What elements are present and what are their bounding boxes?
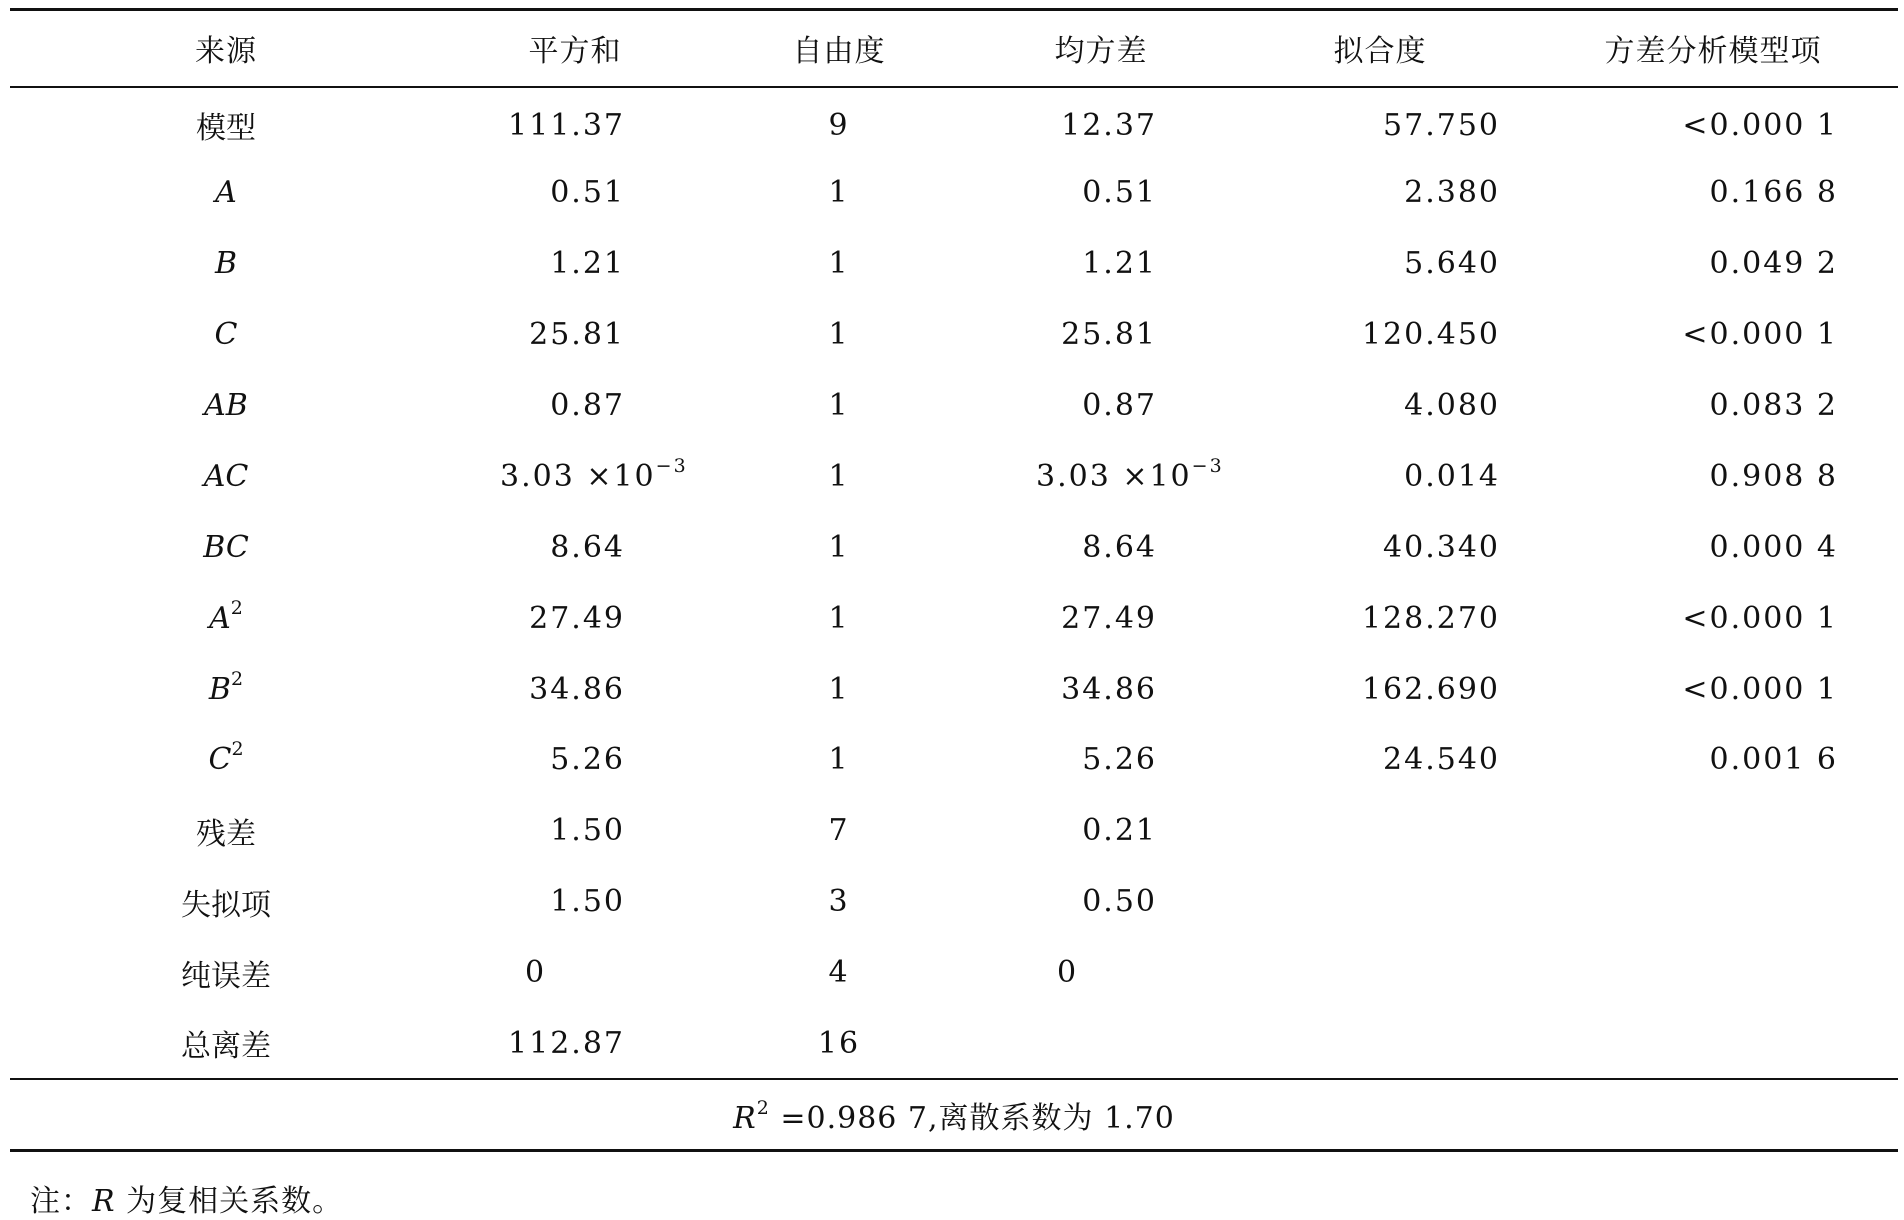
table-row [10, 512, 1898, 583]
table-row [10, 795, 1898, 866]
cell-p [1528, 583, 1898, 654]
cell-f [1232, 795, 1528, 866]
cell-ss [442, 583, 708, 654]
f-value: 57.750 [1383, 107, 1500, 143]
cell-df [708, 725, 970, 796]
source-label: 纯误差 [181, 958, 271, 994]
header-source: 来源 [195, 34, 257, 70]
cell-source [10, 1008, 442, 1079]
cell-p [1528, 725, 1898, 796]
source-label: 总离差 [181, 1029, 271, 1065]
p-value: 0.083 2 [1709, 388, 1838, 423]
cell-ms [970, 87, 1232, 158]
cell-df [708, 654, 970, 725]
ss-mantissa: 3.03 ×10 [500, 458, 656, 494]
p-value: <0.000 1 [1682, 671, 1838, 707]
cell-f [1232, 654, 1528, 725]
cell-ss [442, 370, 708, 441]
df-value: 1 [828, 742, 850, 778]
source-label: A [215, 175, 237, 211]
cell-p [1528, 937, 1898, 1008]
ms-value: 27.49 [1061, 600, 1157, 636]
f-value: 128.270 [1361, 600, 1500, 636]
cell-f [1232, 370, 1528, 441]
cell-ms [970, 228, 1232, 299]
cell-f [1232, 725, 1528, 796]
cell-source [10, 866, 442, 937]
cell-ms [970, 937, 1232, 1008]
ss-value: 0.51 [550, 175, 625, 211]
df-value: 1 [828, 317, 850, 353]
cell-source [10, 228, 442, 299]
df-value: 1 [828, 246, 850, 282]
source-label: 残差 [196, 816, 256, 852]
cell-ss [442, 866, 708, 937]
f-value: 5.640 [1404, 246, 1500, 282]
cell-p [1528, 795, 1898, 866]
ss-value: 1.21 [550, 246, 625, 282]
source-superscript: 2 [231, 738, 244, 761]
df-value: 9 [828, 107, 850, 143]
ms-value: 25.81 [1061, 317, 1157, 353]
f-value: 4.080 [1404, 388, 1500, 423]
cell-p [1528, 370, 1898, 441]
df-value: 4 [828, 955, 850, 991]
cell-p [1528, 441, 1898, 512]
cell-f [1232, 1008, 1528, 1079]
p-value: <0.000 1 [1682, 107, 1838, 143]
ss-value: 25.81 [529, 317, 625, 353]
cell-source [10, 512, 442, 583]
cell-ms [970, 583, 1232, 654]
cell-f [1232, 512, 1528, 583]
df-value: 1 [828, 175, 850, 211]
cell-ss [442, 654, 708, 725]
cell-df [708, 228, 970, 299]
cell-ss [442, 157, 708, 228]
header-degrees-of-freedom: 自由度 [792, 34, 886, 70]
ms-value: 34.86 [1061, 671, 1157, 707]
table-row [10, 157, 1898, 228]
cell-ss [442, 937, 708, 1008]
cell-source [10, 87, 442, 158]
ms-value: 5.26 [1082, 742, 1157, 778]
cell-source [10, 725, 442, 796]
cell-ms [970, 299, 1232, 370]
cell-df [708, 583, 970, 654]
note-r-symbol: R [92, 1184, 116, 1219]
ss-value: 112.87 [508, 1025, 625, 1061]
f-value: 2.380 [1404, 175, 1500, 211]
source-label: C [214, 317, 238, 353]
table-row [10, 1008, 1898, 1079]
source-label: AB [204, 388, 248, 423]
cell-df [708, 157, 970, 228]
cell-f [1232, 866, 1528, 937]
f-value: 162.690 [1361, 671, 1500, 707]
source-label: B [214, 246, 238, 282]
header-p-value: 方差分析模型项 [1604, 34, 1822, 70]
cell-p [1528, 228, 1898, 299]
cell-df [708, 795, 970, 866]
source-superscript: 2 [230, 596, 243, 619]
table-row [10, 866, 1898, 937]
source-superscript: 2 [230, 667, 244, 690]
ms-value: 0.21 [1082, 813, 1157, 849]
cell-df [708, 866, 970, 937]
cell-p [1528, 157, 1898, 228]
cell-ss [442, 299, 708, 370]
header-sum-of-squares: 平方和 [528, 34, 622, 70]
cell-source [10, 795, 442, 866]
ss-exponent: −3 [655, 454, 688, 477]
p-value: 0.000 4 [1709, 529, 1838, 565]
ms-value: 12.37 [1061, 107, 1157, 143]
ms-value: 0.87 [1082, 388, 1157, 423]
ss-value: 0.87 [550, 388, 625, 423]
cell-ss [442, 441, 708, 512]
note-prefix: 注： [30, 1184, 92, 1219]
df-value: 1 [828, 458, 850, 494]
ss-value: 34.86 [529, 671, 625, 707]
ms-value [1036, 454, 1224, 494]
cell-df [708, 441, 970, 512]
summary-row [10, 1079, 1898, 1151]
ss-value [500, 454, 688, 494]
header-row [10, 10, 1898, 87]
f-value: 40.340 [1383, 529, 1500, 565]
cell-ss [442, 512, 708, 583]
note-text: 为复相关系数。 [115, 1184, 344, 1219]
ms-mantissa: 3.03 ×10 [1036, 458, 1192, 494]
ms-value: 0.51 [1082, 175, 1157, 211]
cell-f [1232, 87, 1528, 158]
p-value: 0.908 8 [1709, 458, 1838, 494]
cell-ss [442, 228, 708, 299]
table-row [10, 725, 1898, 796]
cell-ms [970, 725, 1232, 796]
p-value: <0.000 1 [1682, 317, 1838, 353]
p-value: 0.166 8 [1709, 175, 1838, 211]
ss-value: 1.50 [550, 813, 625, 849]
cell-ss [442, 87, 708, 158]
header-f-value: 拟合度 [1333, 34, 1427, 70]
ms-value: 1.21 [1082, 246, 1157, 282]
cell-source [10, 583, 442, 654]
ms-exponent: −3 [1191, 454, 1224, 477]
source-label: 模型 [196, 111, 256, 147]
table-row [10, 228, 1898, 299]
source-label: B [208, 671, 231, 707]
p-value: 0.001 6 [1709, 742, 1838, 778]
cell-ms [970, 1008, 1232, 1079]
ms-value: 0.50 [1082, 884, 1157, 920]
table-row [10, 937, 1898, 1008]
ss-value: 0 [525, 955, 547, 991]
cell-ms [970, 370, 1232, 441]
f-value: 24.540 [1383, 742, 1500, 778]
f-value: 0.014 [1404, 458, 1500, 494]
r-symbol: R [733, 1100, 757, 1136]
cell-df [708, 937, 970, 1008]
cell-ms [970, 512, 1232, 583]
table-row [10, 441, 1898, 512]
cell-ms [970, 441, 1232, 512]
ss-value: 1.50 [550, 884, 625, 920]
cell-f [1232, 228, 1528, 299]
cell-source [10, 370, 442, 441]
cell-ms [970, 866, 1232, 937]
table-body [10, 87, 1898, 1151]
ss-value: 5.26 [550, 742, 625, 778]
cell-ms [970, 795, 1232, 866]
source-label: AC [203, 458, 249, 494]
p-value: 0.049 2 [1709, 246, 1838, 282]
cell-p [1528, 1008, 1898, 1079]
cell-source [10, 299, 442, 370]
r-superscript: 2 [756, 1096, 770, 1119]
table-row [10, 370, 1898, 441]
source-label: C [208, 742, 232, 778]
cell-df [708, 512, 970, 583]
table-row [10, 299, 1898, 370]
table-row [10, 583, 1898, 654]
cell-df [708, 370, 970, 441]
cell-p [1528, 866, 1898, 937]
cell-ms [970, 654, 1232, 725]
cell-ss [442, 725, 708, 796]
df-value: 1 [828, 529, 850, 565]
cell-f [1232, 299, 1528, 370]
source-label: 失拟项 [181, 887, 271, 923]
cell-p [1528, 654, 1898, 725]
ss-value: 8.64 [550, 529, 625, 565]
table-row [10, 87, 1898, 158]
table-note [30, 1176, 343, 1220]
cell-df [708, 87, 970, 158]
df-value: 1 [828, 600, 850, 636]
cell-df [708, 1008, 970, 1079]
df-value: 3 [828, 884, 850, 920]
header-mean-square: 均方差 [1054, 34, 1148, 70]
df-value: 7 [828, 813, 850, 849]
cell-f [1232, 937, 1528, 1008]
f-value: 120.450 [1361, 317, 1500, 353]
cell-source [10, 654, 442, 725]
p-value: <0.000 1 [1682, 600, 1838, 636]
cell-f [1232, 157, 1528, 228]
anova-table-container [10, 8, 1898, 1152]
cell-p [1528, 299, 1898, 370]
summary-cell [10, 1079, 1898, 1151]
cell-p [1528, 87, 1898, 158]
cell-p [1528, 512, 1898, 583]
source-label: BC [203, 529, 249, 565]
source-label: A [209, 600, 231, 636]
cell-f [1232, 441, 1528, 512]
cell-source [10, 937, 442, 1008]
cell-ss [442, 795, 708, 866]
ss-value: 27.49 [529, 600, 625, 636]
cell-f [1232, 583, 1528, 654]
df-value: 1 [828, 671, 850, 707]
df-value: 16 [817, 1025, 861, 1061]
cell-ss [442, 1008, 708, 1079]
ms-value: 0 [1057, 955, 1079, 991]
table-header [10, 10, 1898, 87]
cell-source [10, 157, 442, 228]
cell-source [10, 441, 442, 512]
cell-df [708, 299, 970, 370]
summary-text: =0.986 7,离散系数为 1.70 [769, 1100, 1175, 1136]
cell-ms [970, 157, 1232, 228]
ss-value: 111.37 [508, 107, 625, 143]
anova-table [10, 8, 1898, 1152]
df-value: 1 [828, 388, 850, 423]
ms-value: 8.64 [1082, 529, 1157, 565]
table-row [10, 654, 1898, 725]
